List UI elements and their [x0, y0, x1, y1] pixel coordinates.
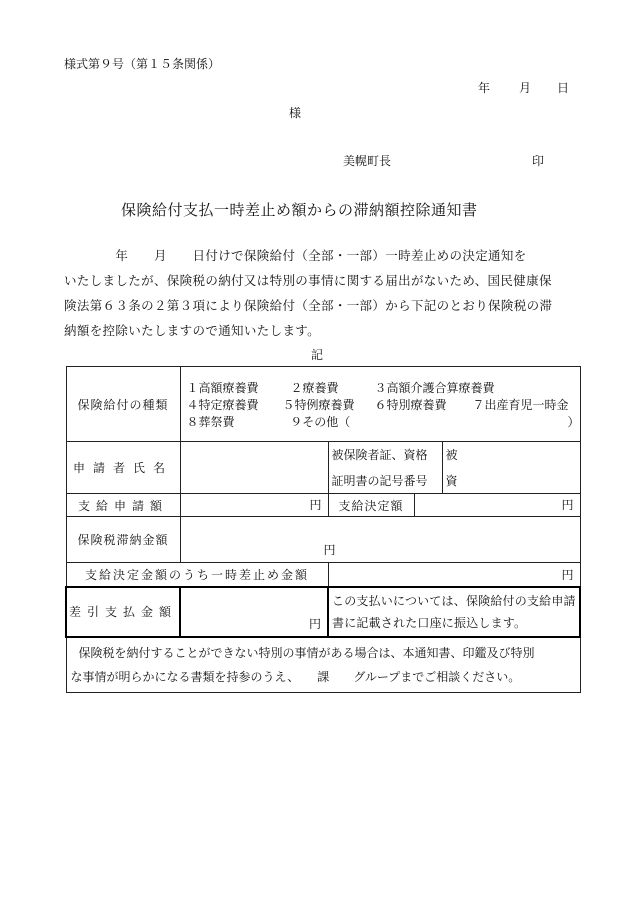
yen-unit: 円	[323, 543, 336, 557]
yen-unit: 円	[309, 498, 322, 512]
kind-options	[180, 367, 580, 442]
insured-cell	[328, 442, 580, 494]
table-row	[66, 367, 580, 442]
date-month: 月	[519, 81, 532, 95]
kind-option: ９その他（	[290, 414, 351, 429]
footer-line: な事情が明らかになる書類を持参のうえ、 課 グループまでご相談ください。	[70, 669, 521, 684]
kind-option: ５特例療養費	[282, 397, 355, 412]
suspended-label: 支給決定金額のうち一時差止め金額	[66, 563, 328, 587]
applicant-value	[180, 442, 328, 494]
kind-option: ）	[567, 414, 580, 429]
date-day: 日	[557, 81, 570, 95]
pay-decision-label: 支給決定額	[328, 494, 414, 517]
table-row	[66, 517, 580, 563]
kind-option: ３高額介護合算療養費	[374, 380, 495, 395]
issuer-name: 美幌町長	[343, 154, 392, 168]
table-row	[66, 563, 580, 587]
kind-option: ４特定療養費	[186, 397, 259, 412]
seal-mark: 印	[532, 154, 545, 168]
addressee-suffix: 様	[289, 106, 302, 120]
qualification-prefix: 資	[445, 473, 458, 488]
yen-unit: 円	[561, 567, 574, 582]
table-row	[66, 587, 580, 637]
document-title: 保険給付支払一時差止め額からの滞納額控除通知書	[121, 201, 478, 219]
footer-line: 保険税を納付することができない特別の事情がある場合は、本通知書、印鑑及び特別	[78, 645, 535, 660]
body-line: 年 月 日付けで保険給付（全部・一部）一時差止めの決定通知を	[64, 248, 527, 263]
body-line: 納額を控除いたしますので通知いたします。	[64, 323, 321, 338]
insured-label: 証明書の記号番号	[331, 473, 428, 488]
yen-unit: 円	[308, 616, 321, 631]
form-number: 様式第９号（第１５条関係）	[64, 57, 221, 71]
detail-table	[65, 366, 581, 693]
date-year: 年	[478, 81, 491, 95]
arrears-value	[180, 517, 580, 563]
body-text	[64, 243, 552, 343]
table-row	[66, 442, 580, 494]
insured-label: 被保険者証、資格	[331, 448, 428, 463]
ki-mark: 記	[311, 348, 324, 362]
kind-option: ２療養費	[290, 380, 339, 395]
suspended-value	[328, 563, 580, 587]
arrears-label: 保険税滞納金額	[66, 517, 180, 563]
body-line: いたしましたが、保険税の納付又は特別の事情に関する届出がないため、国民健康保	[64, 273, 552, 288]
table-row	[66, 494, 580, 517]
kind-option: ８葬祭費	[186, 414, 235, 429]
pay-request-value	[180, 494, 328, 517]
net-note: この支払いについては、保険給付の支給申請書に記載された口座に振込します。	[328, 587, 580, 637]
pay-request-label: 支給申請額	[66, 494, 180, 517]
kind-option: ７出産育児一時金	[472, 397, 569, 412]
yen-unit: 円	[561, 498, 574, 512]
footer-note	[66, 637, 580, 693]
body-line: 険法第６３条の２第３項により保険給付（全部・一部）から下記のとおり保険税の滞	[64, 298, 553, 313]
kind-option: ６特別療養費	[374, 397, 447, 412]
pay-decision-value	[414, 494, 580, 517]
net-value	[180, 587, 328, 637]
kind-option: １高額療養費	[186, 380, 259, 395]
insured-prefix: 被	[445, 448, 458, 463]
applicant-label: 申請者氏名	[66, 442, 180, 494]
net-label: 差引支払金額	[66, 587, 180, 637]
kind-label: 保険給付の種類	[66, 367, 180, 442]
table-row	[66, 637, 580, 693]
